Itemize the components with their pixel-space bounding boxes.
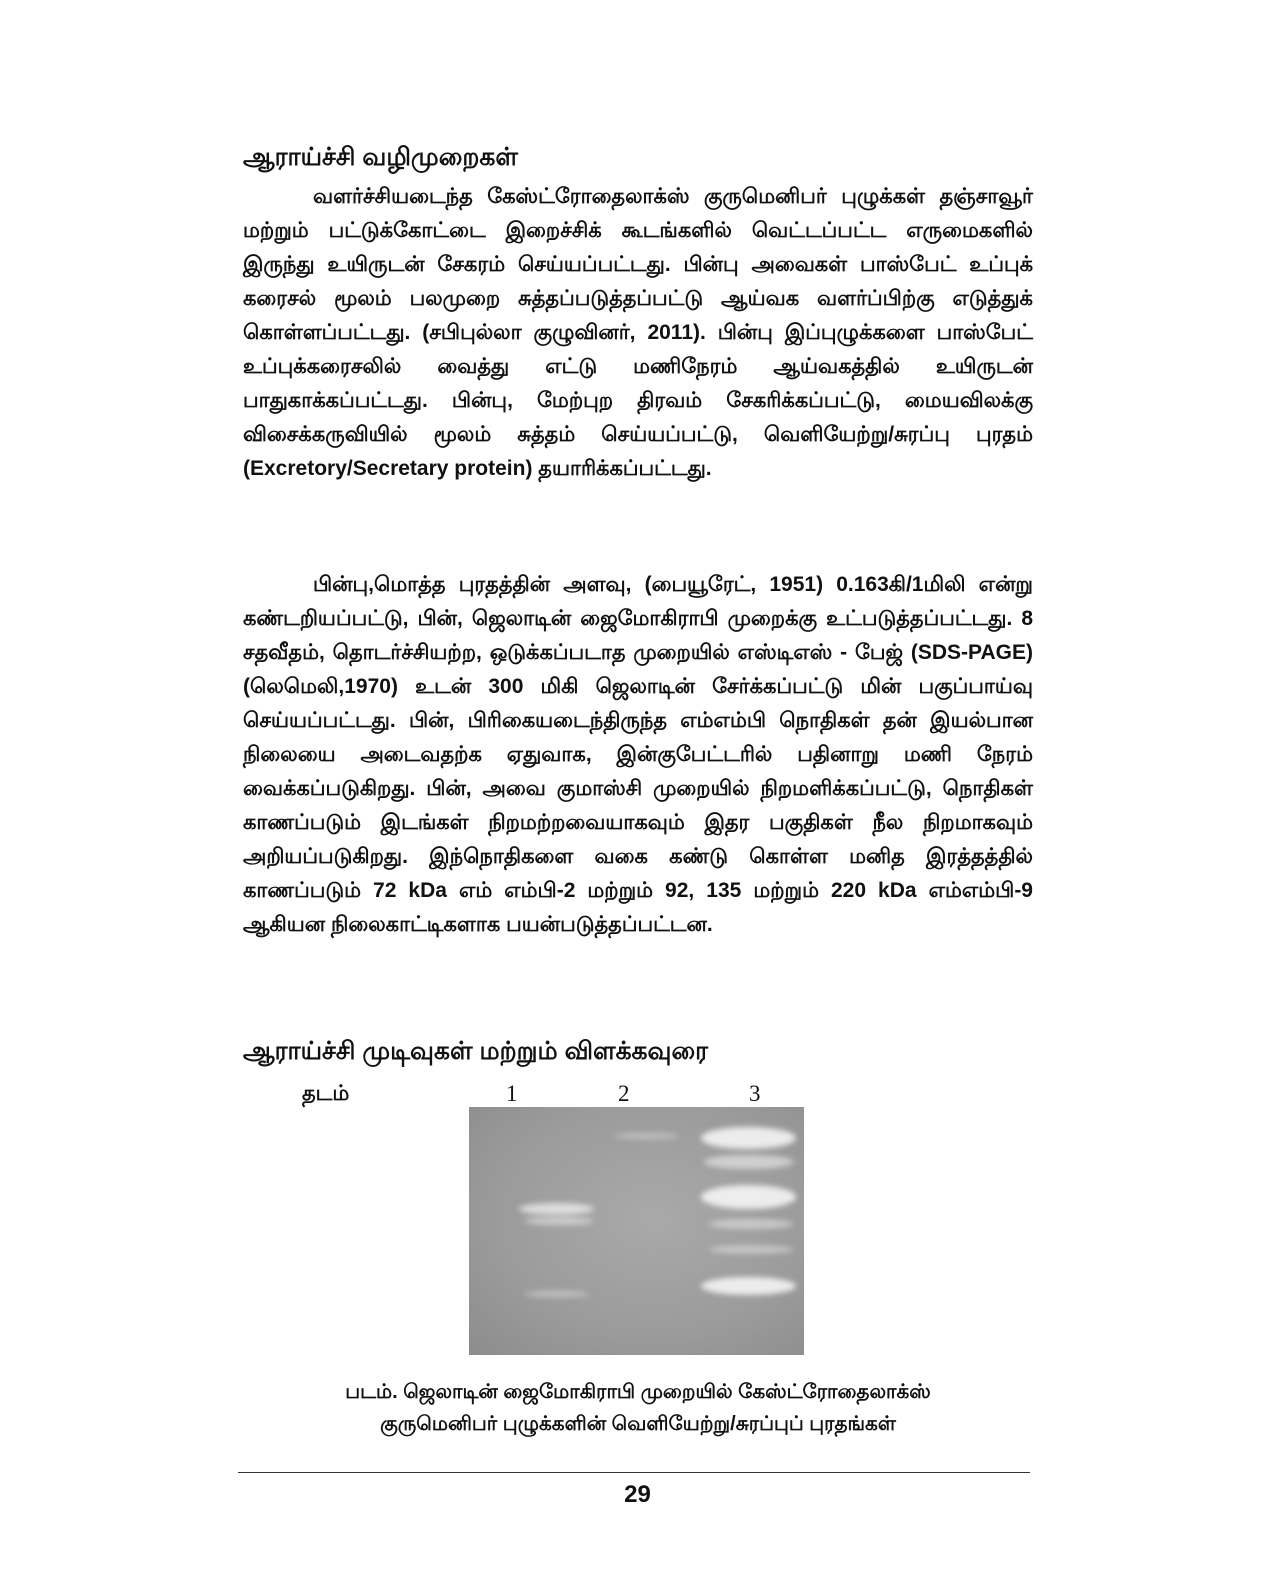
lane-number-2: 2 bbox=[618, 1081, 630, 1106]
methods-paragraph-2: பின்பு,மொத்த புரதத்தின் அளவு, (பையூரேட், 1951) 0.163கி/1மிலி என்று கண்டறியப்பட்டு, பின், ஜெலாடின் ஜைமோகிராபி முறைக்கு உட்படுத்தப்பட்டது. 8 சதவீதம், தொடர்ச்சியற்ற, ஒடுக்கப்படாத முறையில் எஸ்டிஎஸ் - பேஜ் (SDS-PAGE) (லெமெலி,1970) உடன் 300 மிகி ஜெலாடின் சேர்க்கப்பட்டு மின் பகுப்பாய்வு செய்யப்பட்டது. பின், பிரிகையடைந்திருந்த எம்எம்பி நொதிகள் தன் இயல்பான நிலையை அடைவதற்க ஏதுவாக, இன்குபேட்டரில் பதினாறு மணி நேரம் வைக்கப்படுகிறது. பின், அவை குமாஸ்சி முறையில் நிறமளிக்கப்பட்டு, நொதிகள் காணப்படும் இடங்கள் நிறமற்றவையாகவும் இதர பகுதிகள் நீல நிறமாகவும் அறியப்படுகிறது. இந்நொதிகளை வகை கண்டு கொள்ள மனித இரத்தத்தில் காணப்படும் 72 kDa எம் எம்பி-2 மற்றும் 92, 135 மற்றும் 220 kDa எம்எம்பி-9 ஆகியன நிலைகாட்டிகளாக பயன்படுத்தப்பட்டன. bbox=[243, 573, 1033, 936]
gel-band bbox=[701, 1127, 796, 1149]
gel-band bbox=[524, 1291, 589, 1297]
section-heading-methods: ஆராய்ச்சி வழிமுறைகள் bbox=[243, 143, 518, 171]
methods-paragraph-1: வளர்ச்சியடைந்த கேஸ்ட்ரோதைலாக்ஸ் குருமெனிபர் புழுக்கள் தஞ்சாவூர் மற்றும் பட்டுக்கோட்டை இறைச்சிக் கூடங்களில் வெட்டப்பட்ட எருமைகளில் இருந்து உயிருடன் சேகரம் செய்யப்பட்டது. பின்பு அவைகள் பாஸ்பேட் உப்புக் கரைசல் மூலம் பலமுறை சுத்தப்படுத்தப்பட்டு ஆய்வக வளர்ப்பிற்கு எடுத்துக் கொள்ளப்பட்டது. (சபிபுல்லா குழுவினர், 2011). பின்பு இப்புழுக்களை பாஸ்பேட் உப்புக்கரைசலில் வைத்து எட்டு மணிநேரம் ஆய்வகத்தில் உயிருடன் பாதுகாக்கப்பட்டது. பின்பு, மேற்புற திரவம் சேகரிக்கப்பட்டு, மையவிலக்கு விசைக்கருவியில் மூலம் சுத்தம் செய்யப்பட்டு, வெளியேற்று/சுரப்பு புரதம் (Excretory/Secretary protein) தயாரிக்கப்பட்டது. bbox=[243, 185, 1033, 480]
gel-band bbox=[519, 1203, 594, 1215]
page-number: 29 bbox=[624, 1481, 651, 1508]
figure-caption-line-1: படம். ஜெலாடின் ஜைமோகிராபி முறையில் கேஸ்ட்ரோதைலாக்ஸ் bbox=[345, 1381, 931, 1403]
figure-caption-line-2: குருமெனிபர் புழுக்களின் வெளியேற்று/சுரப்புப் புரதங்கள் bbox=[380, 1413, 896, 1435]
gel-band bbox=[709, 1245, 794, 1254]
gel-band bbox=[709, 1219, 794, 1229]
gel-band bbox=[614, 1133, 679, 1139]
gel-band bbox=[701, 1277, 796, 1295]
gel-band bbox=[701, 1185, 796, 1209]
lane-title-label: தடம் bbox=[302, 1082, 350, 1105]
lane-number-1: 1 bbox=[506, 1081, 518, 1106]
footer-divider bbox=[238, 1472, 1030, 1473]
zymogram-gel-image bbox=[469, 1107, 804, 1355]
lane-number-3: 3 bbox=[749, 1081, 761, 1106]
gel-band bbox=[704, 1155, 794, 1169]
section-heading-results: ஆராய்ச்சி முடிவுகள் மற்றும் விளக்கவுரை bbox=[243, 1037, 709, 1065]
gel-band bbox=[524, 1217, 594, 1225]
